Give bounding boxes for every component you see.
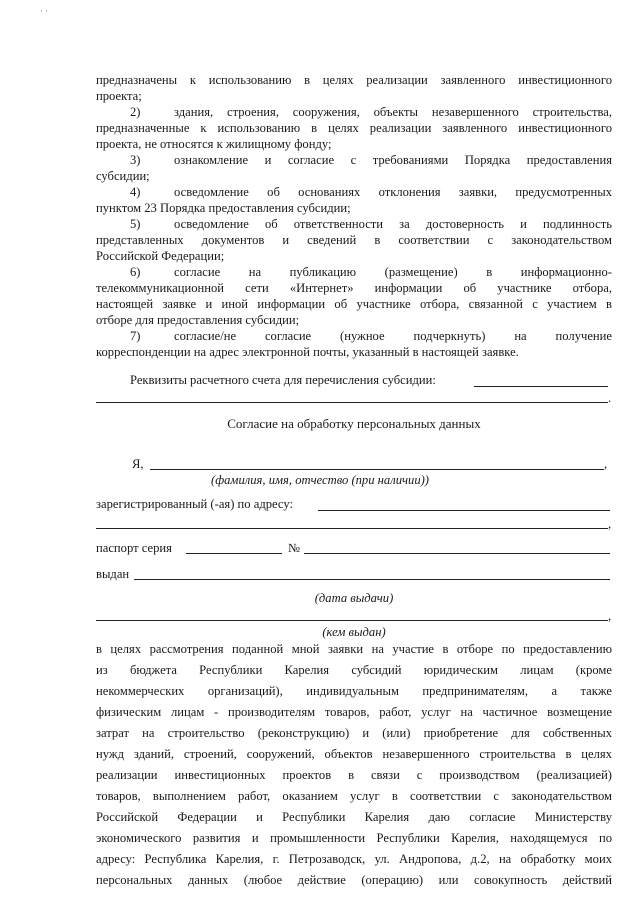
issued-by-caption: (кем выдан): [322, 625, 386, 639]
list-item-line: осведомление об основаниях отклонения заявки, предусмотренных: [174, 185, 612, 199]
bank-details-field-line-2[interactable]: [96, 402, 608, 403]
consent-body-line: экономического развития и промышленности Республики Карелия, находящемуся по: [96, 831, 612, 845]
list-item-line: согласие на публикацию (размещение) в информационно-: [174, 265, 612, 279]
issued-by-field[interactable]: [96, 620, 608, 621]
list-item-line: телекоммуникационной сети «Интернет» информации об участнике отбора,: [96, 281, 612, 295]
registered-address-label: зарегистрированный (-ая) по адресу:: [96, 497, 293, 511]
issue-date-caption: (дата выдачи): [314, 591, 394, 605]
list-item-line: проекта, не относятся к жилищному фонду;: [96, 137, 332, 151]
consent-body-line: адресу: Республика Карелия, г. Петрозаводск, ул. Андропова, д.2, на обработку моих: [96, 852, 612, 866]
consent-body-line: товаров, выполнением работ, оказанием услуг в соответствии с законодательством: [96, 789, 612, 803]
list-item-line: предназначенные к использованию в целях реализации заявленного инвестиционного: [96, 121, 612, 135]
consent-body-line: реализации инвестиционных проектов в связи с производством (реализацией): [96, 768, 612, 782]
consent-body-line: затрат на строительство (реконструкцию) и (или) приобретение для собственных: [96, 726, 612, 740]
consent-title: Согласие на обработку персональных данных: [227, 416, 481, 431]
list-item-number: 5): [130, 217, 141, 231]
list-lead-line: проекта;: [96, 89, 142, 103]
list-item-line: субсидии;: [96, 169, 150, 183]
list-item-line: осведомление об ответственности за достоверность и подлинность: [174, 217, 612, 231]
list-item-number: 7): [130, 329, 141, 343]
list-item-number: 4): [130, 185, 141, 199]
consent-body-line: персональных данных (любое действие (операцию) или совокупность действий: [96, 873, 612, 887]
list-item-line: отборе для предоставления субсидии;: [96, 313, 300, 327]
list-item-number: 3): [130, 153, 141, 167]
issued-label: выдан: [96, 567, 130, 581]
consent-body-line: некоммерческих организаций), индивидуальным предпринимателям, а также: [96, 684, 612, 698]
issued-by-end: ,: [608, 609, 612, 623]
ya-end: ,: [604, 457, 608, 471]
consent-body-line: из бюджета Республики Карелия субсидий юридическим лицам (кроме: [96, 663, 612, 677]
issued-field[interactable]: [134, 579, 610, 580]
fio-caption: (фамилия, имя, отчество (при наличии)): [211, 473, 429, 487]
passport-number-label: №: [288, 541, 301, 555]
scan-corner-marks: · ·: [40, 6, 49, 16]
registered-address-field-line-2[interactable]: [96, 528, 608, 529]
consent-body-line: физическим лицам - производителям товаров, работ, услуг на частичное возмещение: [96, 705, 612, 719]
bank-details-field[interactable]: [474, 386, 608, 387]
passport-series-field[interactable]: [186, 553, 282, 554]
registered-address-field[interactable]: [318, 510, 610, 511]
bank-details-end: .: [608, 391, 612, 405]
bank-details-label: Реквизиты расчетного счета для перечисления субсидии:: [130, 373, 436, 387]
consent-body-line: нужд зданий, строений, сооружений, объектов незавершенного строительства в целях: [96, 747, 612, 761]
list-item-line: Российской Федерации;: [96, 249, 225, 263]
list-item-line: согласие/не согласие (нужное подчеркнуть) на получение: [174, 329, 612, 343]
list-item-line: настоящей заявке и иной информации об участнике отбора, связанной с участием в: [96, 297, 612, 311]
list-item-line: представленных документов и сведений в соответствии с законодательством: [96, 233, 612, 247]
list-item-line: корреспонденции на адрес электронной почты, указанный в настоящей заявке.: [96, 345, 519, 359]
ya-label: Я,: [132, 457, 144, 471]
list-item-line: пунктом 23 Порядка предоставления субсидии;: [96, 201, 351, 215]
passport-number-field[interactable]: [304, 553, 610, 554]
list-item-number: 2): [130, 105, 141, 119]
list-item-number: 6): [130, 265, 141, 279]
full-name-field[interactable]: [150, 469, 604, 470]
passport-series-label: паспорт серия: [96, 541, 172, 555]
list-item-line: ознакомление и согласие с требованиями Порядка предоставления: [174, 153, 612, 167]
list-item-line: здания, строения, сооружения, объекты незавершенного строительства,: [174, 105, 612, 119]
registered-address-end: ,: [608, 517, 612, 531]
consent-body-line: Российской Федерации и Республики Карелия даю согласие Министерству: [96, 810, 612, 824]
consent-body-line: в целях рассмотрения поданной мной заявки на участие в отборе по предоставлению: [96, 642, 612, 656]
list-lead-line: предназначены к использованию в целях реализации заявленного инвестиционного: [96, 73, 612, 87]
